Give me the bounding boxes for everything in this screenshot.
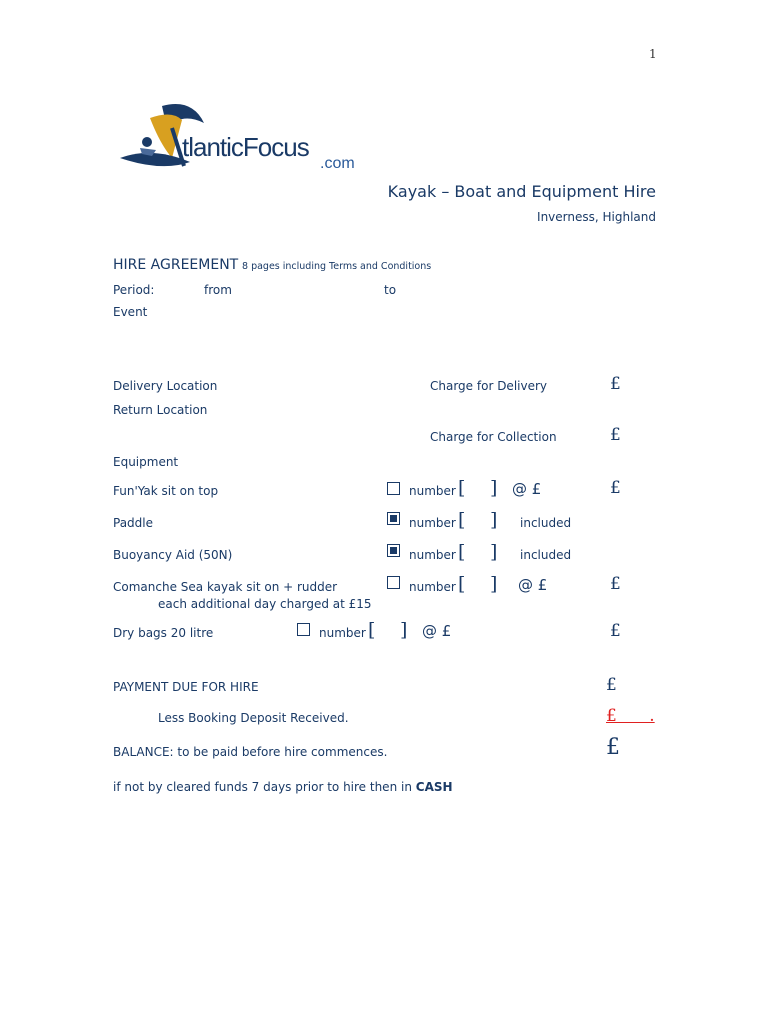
location: Inverness, Highland (537, 210, 656, 224)
logo-graphic (112, 98, 372, 178)
charge-delivery-label: Charge for Delivery (430, 379, 547, 393)
agreement-heading: HIRE AGREEMENT (113, 257, 239, 273)
deposit-value: £ . (606, 706, 655, 726)
close-bracket: ] (400, 619, 408, 641)
equipment-item-paddle: Paddle (113, 516, 154, 530)
rate-label: @ £ (518, 576, 548, 594)
delivery-location-label: Delivery Location (113, 379, 218, 393)
delivery-charge-currency: £ (610, 374, 621, 394)
document-title: Kayak – Boat and Equipment Hire (387, 182, 656, 201)
open-bracket: [ (458, 477, 466, 499)
close-bracket: ] (490, 509, 498, 531)
buoyancy-aid-checkbox[interactable] (387, 544, 400, 557)
svg-text:.com: .com (320, 155, 355, 172)
dry-bags-total-currency: £ (610, 621, 621, 641)
payment-due-currency: £ (606, 675, 617, 695)
balance-label: BALANCE: to be paid before hire commences. (113, 745, 388, 759)
number-label: number (409, 580, 456, 594)
equipment-item-dry-bags: Dry bags 20 litre (113, 626, 214, 640)
open-bracket: [ (458, 573, 466, 595)
included-label: included (520, 516, 572, 530)
paddle-checkbox[interactable] (387, 512, 400, 525)
comanche-checkbox[interactable] (387, 576, 400, 589)
open-bracket: [ (368, 619, 376, 641)
close-bracket: ] (490, 541, 498, 563)
rate-label: @ £ (422, 622, 452, 640)
open-bracket: [ (458, 509, 466, 531)
comanche-extra-day-note: each additional day charged at £15 (158, 597, 372, 611)
included-label: included (520, 548, 572, 562)
cleared-funds-note (113, 780, 453, 794)
cash-text: CASH (415, 780, 453, 794)
equipment-item-comanche: Comanche Sea kayak sit on + rudder (113, 580, 338, 594)
atlanticfocus-logo (112, 98, 372, 178)
funyak-checkbox[interactable] (387, 482, 400, 495)
balance-currency: £ (606, 735, 620, 760)
number-label: number (409, 516, 456, 530)
comanche-total-currency: £ (610, 574, 621, 594)
funyak-total-currency: £ (610, 478, 621, 498)
close-bracket: ] (490, 573, 498, 595)
equipment-item-funyak: Fun'Yak sit on top (113, 484, 219, 498)
number-label: number (409, 484, 456, 498)
return-location-label: Return Location (113, 403, 208, 417)
collection-charge-currency: £ (610, 425, 621, 445)
equipment-item-buoyancy-aid: Buoyancy Aid (50N) (113, 548, 233, 562)
deposit-label: Less Booking Deposit Received. (158, 711, 349, 725)
dry-bags-checkbox[interactable] (297, 623, 310, 636)
number-label: number (409, 548, 456, 562)
period-label: Period: (113, 283, 155, 297)
rate-label: @ £ (512, 480, 542, 498)
from-label: from (204, 283, 232, 297)
event-label: Event (113, 305, 148, 319)
svg-text:tlanticFocus: tlanticFocus (182, 132, 309, 162)
agreement-subheading: 8 pages including Terms and Conditions (242, 261, 432, 272)
equipment-heading: Equipment (113, 455, 179, 469)
open-bracket: [ (458, 541, 466, 563)
page-number: 1 (649, 47, 657, 61)
cleared-funds-text: if not by cleared funds 7 days prior to hire then in (113, 780, 412, 794)
number-label: number (319, 626, 366, 640)
close-bracket: ] (490, 477, 498, 499)
charge-collection-label: Charge for Collection (430, 430, 557, 444)
to-label: to (384, 283, 397, 297)
payment-due-label: PAYMENT DUE FOR HIRE (113, 680, 259, 694)
